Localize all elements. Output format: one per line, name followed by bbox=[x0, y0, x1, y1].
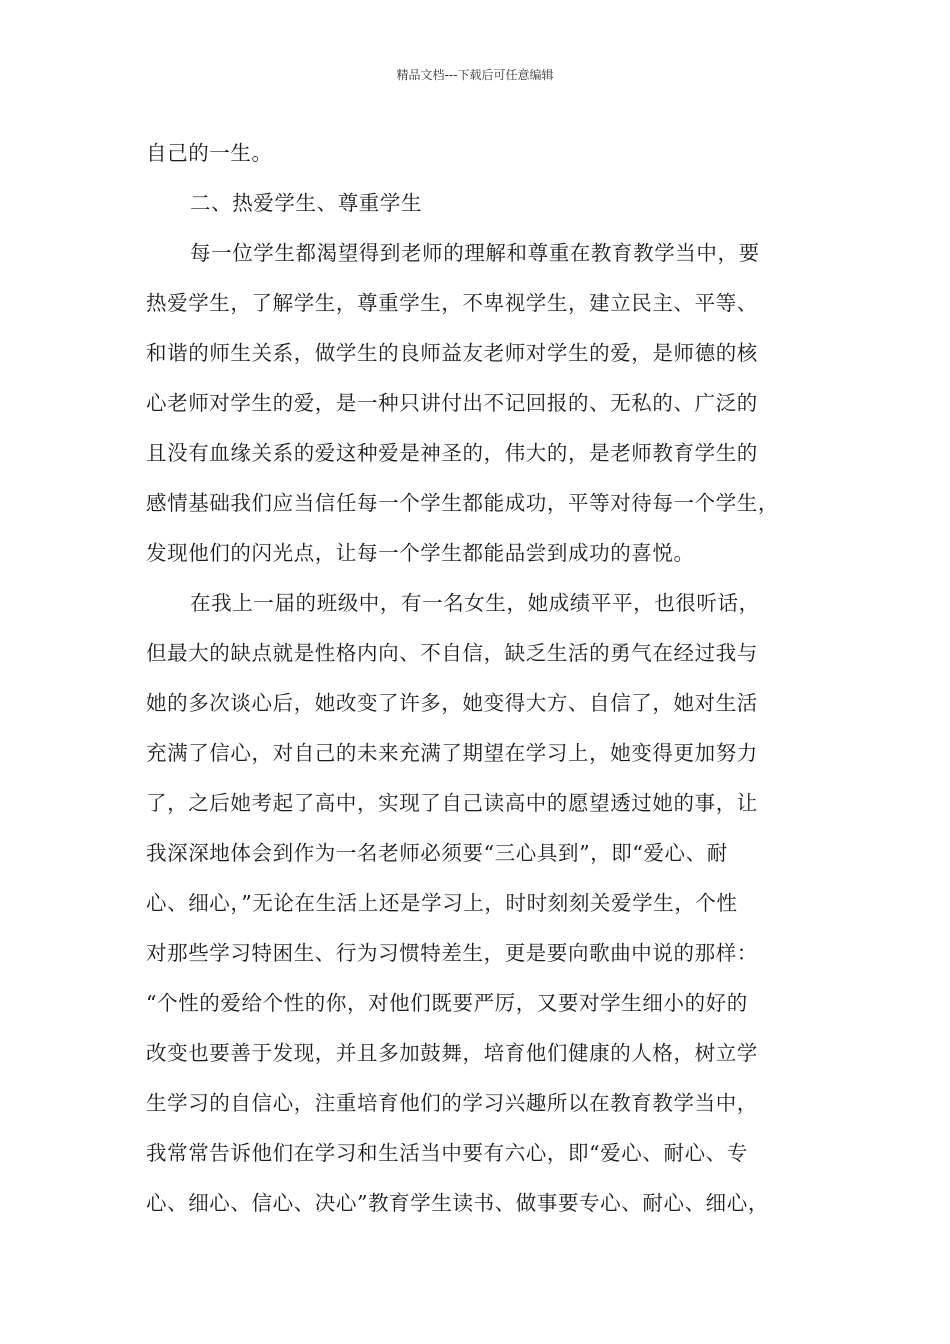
text-line: 她的多次谈心后，她改变了许多，她变得大方、自信了，她对生活 bbox=[146, 691, 758, 715]
section-heading: 二、热爱学生、尊重学生 bbox=[190, 191, 423, 215]
text-line: 发现他们的闪光点，让每一个学生都能品尝到成功的喜悦。 bbox=[146, 541, 695, 565]
text-line: 我深深地体会到作为一名老师必须要“三心具到”，即“爱心、耐 bbox=[146, 841, 728, 865]
text-line: 自己的一生。 bbox=[146, 141, 273, 165]
text-line: 心、细心，”无论在生活上还是学习上，时时刻刻关爱学生，个性 bbox=[146, 891, 738, 915]
text-line: 每一位学生都渴望得到老师的理解和尊重在教育教学当中，要 bbox=[190, 241, 760, 265]
text-line: 生学习的自信心，注重培育他们的学习兴趣所以在教育教学当中， bbox=[146, 1091, 758, 1115]
text-line: 且没有血缘关系的爱这种爱是神圣的，伟大的，是老师教育学生的 bbox=[146, 441, 758, 465]
document-body bbox=[146, 128, 822, 1228]
text-line: 和谐的师生关系，做学生的良师益友老师对学生的爱，是师德的核 bbox=[146, 341, 758, 365]
text-line: 热爱学生，了解学生，尊重学生，不卑视学生，建立民主、平等、 bbox=[146, 291, 758, 315]
text-line: 充满了信心，对自己的未来充满了期望在学习上，她变得更加努力 bbox=[146, 741, 758, 765]
text-line: 改变也要善于发现，并且多加鼓舞，培育他们健康的人格，树立学 bbox=[146, 1041, 758, 1065]
page-header: 精品文档---下载后可任意编辑 bbox=[396, 68, 554, 82]
text-line: 对那些学习特困生、行为习惯特差生，更是要向歌曲中说的那样： bbox=[146, 941, 758, 965]
text-line: 心、细心、信心、决心”教育学生读书、做事要专心、耐心、细心， bbox=[146, 1191, 769, 1215]
text-line: 了，之后她考起了高中，实现了自己读高中的愿望透过她的事，让 bbox=[146, 791, 758, 815]
text-line: 心老师对学生的爱，是一种只讲付出不记回报的、无私的、广泛的 bbox=[146, 391, 758, 415]
text-line: “个性的爱给个性的你，对他们既要严厉，又要对学生细小的好的 bbox=[146, 991, 748, 1015]
text-line: 我常常告诉他们在学习和生活当中要有六心，即“爱心、耐心、专 bbox=[146, 1141, 748, 1165]
text-line: 感情基础我们应当信任每一个学生都能成功，平等对待每一个学生， bbox=[146, 491, 779, 515]
text-line: 在我上一届的班级中，有一名女生，她成绩平平，也很听话， bbox=[190, 591, 760, 615]
text-line: 但最大的缺点就是性格内向、不自信，缺乏生活的勇气在经过我与 bbox=[146, 641, 758, 665]
